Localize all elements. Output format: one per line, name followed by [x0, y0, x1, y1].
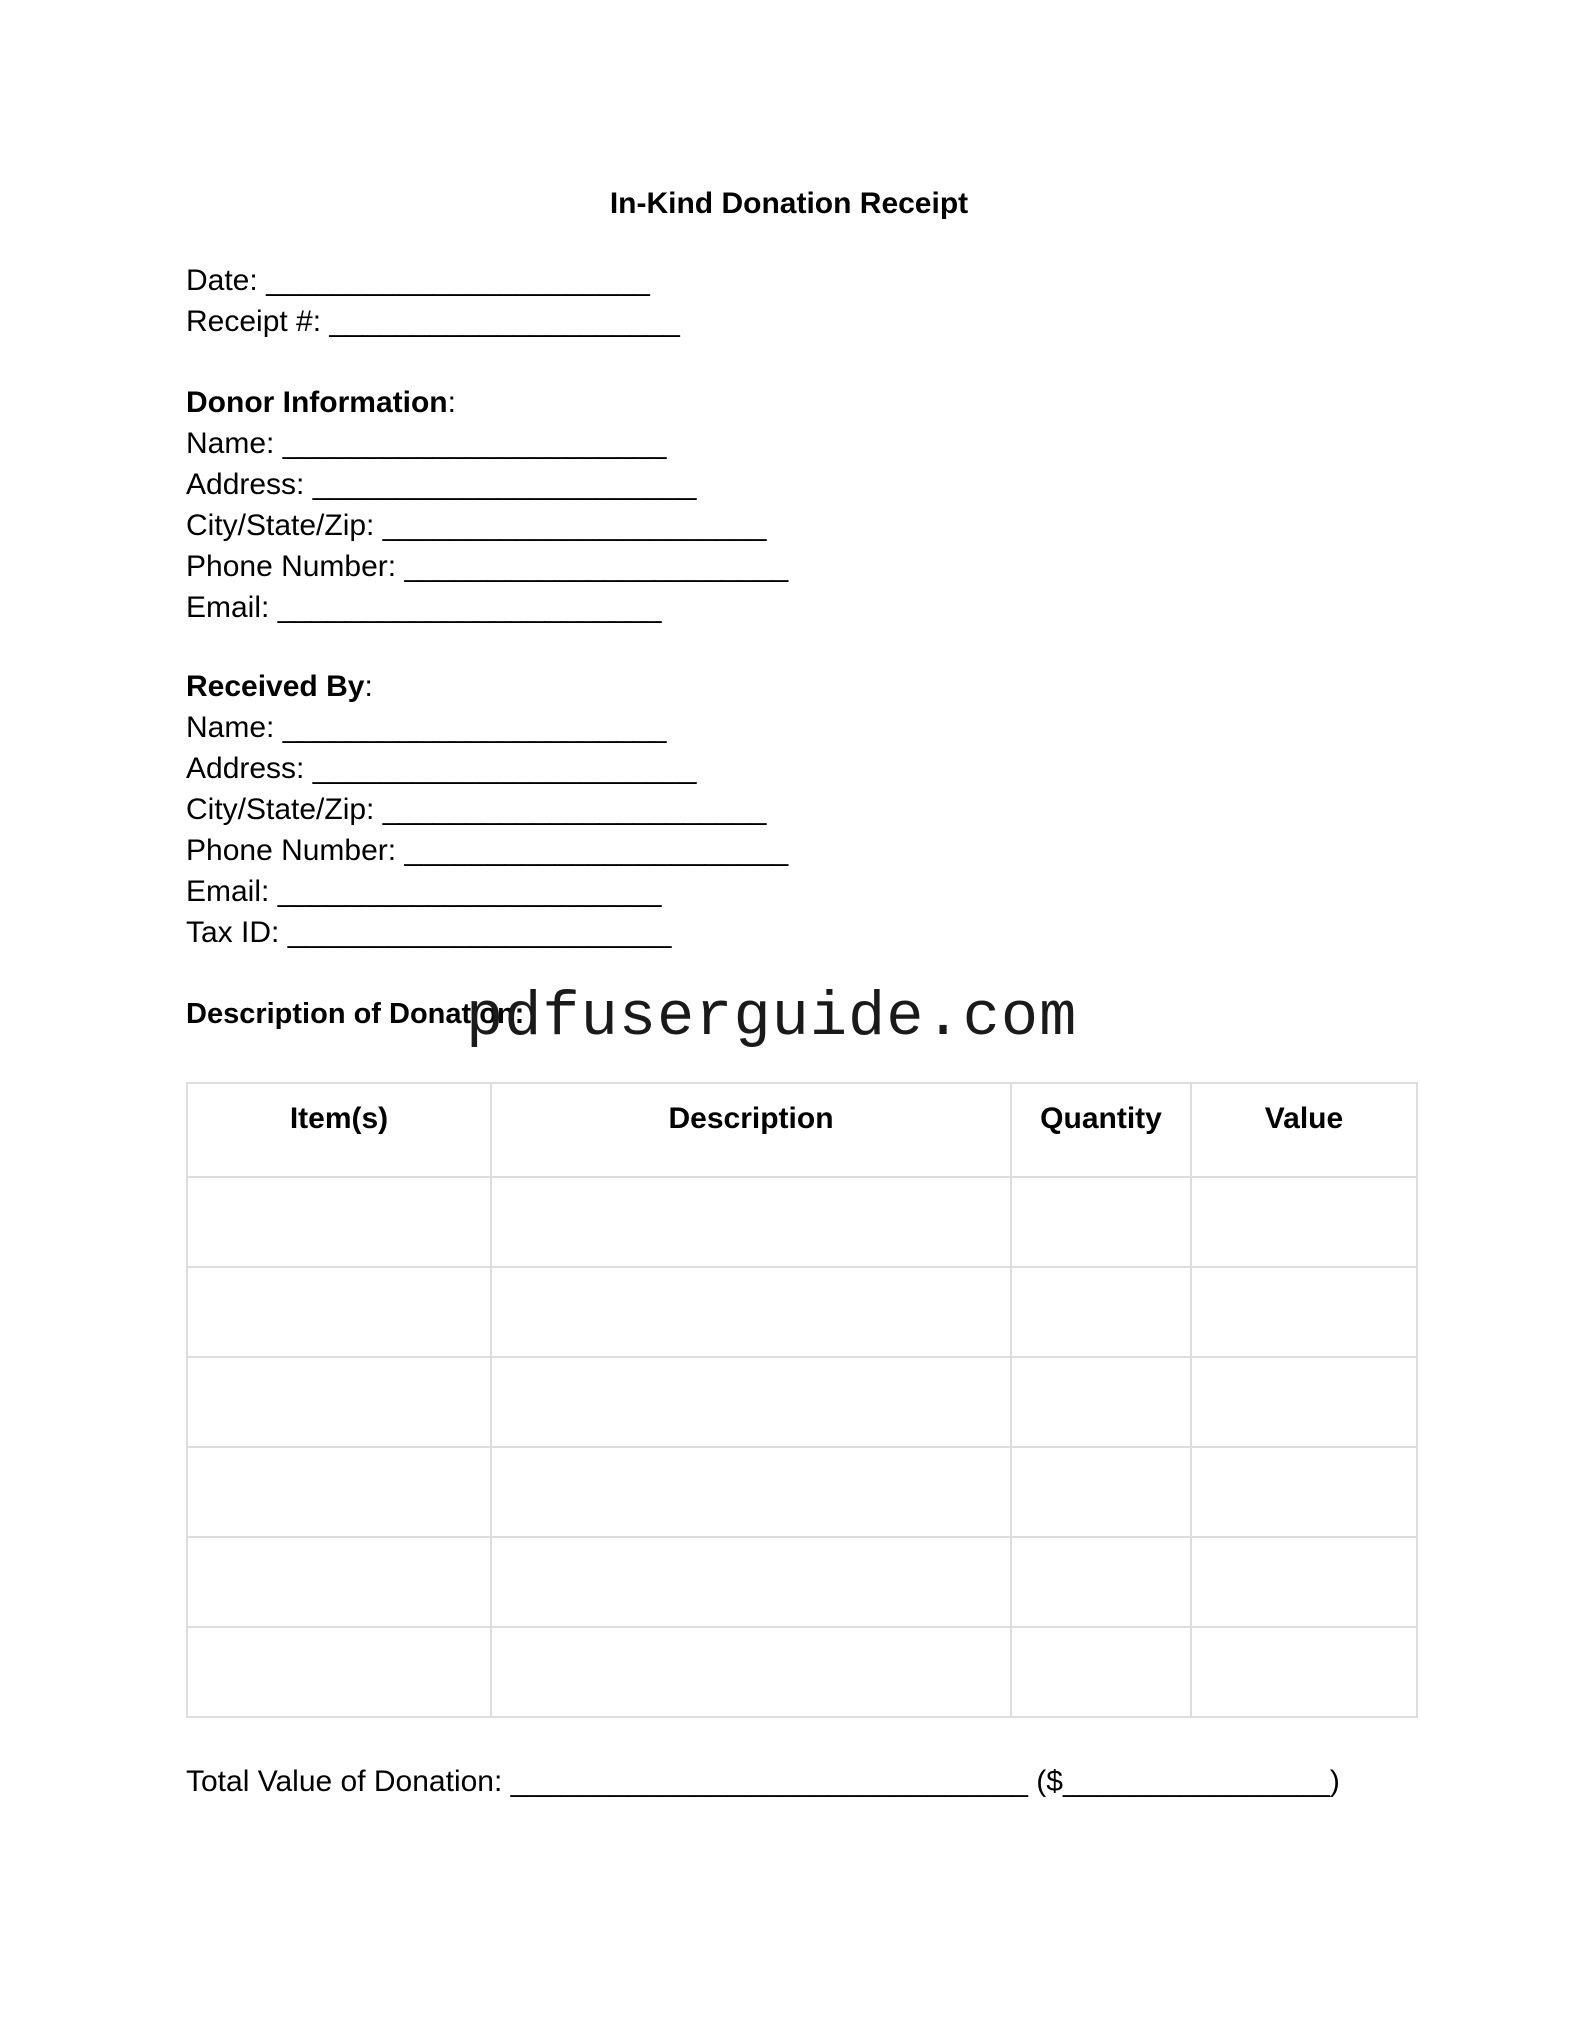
donor-address-label: Address:: [186, 468, 305, 501]
column-header-items: Item(s): [187, 1083, 491, 1177]
donor-email-field[interactable]: [186, 587, 788, 628]
table-row: [187, 1627, 1417, 1717]
description-cell[interactable]: [491, 1537, 1011, 1627]
table-row: [187, 1267, 1417, 1357]
page-title: In-Kind Donation Receipt: [609, 187, 969, 220]
recipient-address-blank[interactable]: _______________________: [312, 752, 697, 785]
receipt-number-blank[interactable]: _____________________: [329, 305, 680, 338]
table-row: [187, 1537, 1417, 1627]
donor-heading: Donor Information:: [186, 386, 456, 419]
recipient-phone-label: Phone Number:: [186, 834, 397, 867]
recipient-city-state-zip-label: City/State/Zip:: [186, 793, 375, 826]
table-row: [187, 1357, 1417, 1447]
recipient-tax-id-label: Tax ID:: [186, 916, 280, 949]
table-row: [187, 1447, 1417, 1537]
table-row: [187, 1177, 1417, 1267]
donor-phone-label: Phone Number:: [186, 550, 397, 583]
date-label: Date:: [186, 264, 258, 297]
donor-email-blank[interactable]: _______________________: [277, 591, 662, 624]
item-cell[interactable]: [187, 1537, 491, 1627]
recipient-name-label: Name:: [186, 711, 275, 744]
quantity-cell[interactable]: [1011, 1447, 1191, 1537]
recipient-email-field[interactable]: [186, 871, 788, 912]
recipient-name-field[interactable]: [186, 707, 788, 748]
total-currency-close: ): [1329, 1765, 1340, 1798]
received-by-section: [186, 666, 788, 953]
total-value-blank[interactable]: _______________________________: [510, 1765, 1028, 1798]
description-cell[interactable]: [491, 1357, 1011, 1447]
donor-address-field[interactable]: [186, 464, 788, 505]
donor-section: [186, 382, 788, 628]
donor-name-field[interactable]: [186, 423, 788, 464]
value-cell[interactable]: [1191, 1177, 1417, 1267]
description-cell[interactable]: [491, 1267, 1011, 1357]
recipient-address-field[interactable]: [186, 748, 788, 789]
donor-city-state-zip-label: City/State/Zip:: [186, 509, 375, 542]
total-currency-blank[interactable]: ________________: [1062, 1765, 1330, 1798]
donor-city-state-zip-field[interactable]: [186, 505, 788, 546]
donor-email-label: Email:: [186, 591, 270, 624]
recipient-tax-id-blank[interactable]: _______________________: [287, 916, 672, 949]
received-by-heading: Received By:: [186, 670, 373, 703]
value-cell[interactable]: [1191, 1267, 1417, 1357]
donor-city-state-zip-blank[interactable]: _______________________: [382, 509, 767, 542]
item-cell[interactable]: [187, 1447, 491, 1537]
recipient-tax-id-field[interactable]: [186, 912, 788, 953]
recipient-phone-field[interactable]: [186, 830, 788, 871]
total-currency-open: ($: [1036, 1765, 1063, 1798]
quantity-cell[interactable]: [1011, 1267, 1191, 1357]
description-cell[interactable]: [491, 1177, 1011, 1267]
watermark: pdfuserguide.com: [466, 982, 1078, 1053]
recipient-email-label: Email:: [186, 875, 270, 908]
quantity-cell[interactable]: [1011, 1357, 1191, 1447]
quantity-cell[interactable]: [1011, 1627, 1191, 1717]
donor-phone-blank[interactable]: _______________________: [404, 550, 789, 583]
header-fields: [186, 260, 680, 342]
donation-table: [186, 1082, 1418, 1718]
column-header-quantity: Quantity: [1011, 1083, 1191, 1177]
recipient-email-blank[interactable]: _______________________: [277, 875, 662, 908]
receipt-number-label: Receipt #:: [186, 305, 322, 338]
recipient-city-state-zip-field[interactable]: [186, 789, 788, 830]
value-cell[interactable]: [1191, 1537, 1417, 1627]
description-cell[interactable]: [491, 1627, 1011, 1717]
description-cell[interactable]: [491, 1447, 1011, 1537]
donation-heading: Description of Donation:: [186, 998, 525, 1030]
column-header-description: Description: [491, 1083, 1011, 1177]
total-value-label: Total Value of Donation:: [186, 1765, 503, 1798]
donor-name-blank[interactable]: _______________________: [282, 427, 667, 460]
donor-phone-field[interactable]: [186, 546, 788, 587]
table-header-row: [187, 1083, 1417, 1177]
item-cell[interactable]: [187, 1357, 491, 1447]
date-field[interactable]: [186, 260, 680, 301]
quantity-cell[interactable]: [1011, 1177, 1191, 1267]
recipient-address-label: Address:: [186, 752, 305, 785]
date-blank[interactable]: _______________________: [266, 264, 650, 297]
item-cell[interactable]: [187, 1177, 491, 1267]
item-cell[interactable]: [187, 1267, 491, 1357]
donor-name-label: Name:: [186, 427, 275, 460]
donor-address-blank[interactable]: _______________________: [312, 468, 697, 501]
value-cell[interactable]: [1191, 1357, 1417, 1447]
recipient-city-state-zip-blank[interactable]: _______________________: [382, 793, 767, 826]
recipient-phone-blank[interactable]: _______________________: [404, 834, 789, 867]
value-cell[interactable]: [1191, 1447, 1417, 1537]
receipt-number-field[interactable]: [186, 301, 680, 342]
quantity-cell[interactable]: [1011, 1537, 1191, 1627]
total-value-field[interactable]: [186, 1762, 1340, 1802]
recipient-name-blank[interactable]: _______________________: [282, 711, 667, 744]
column-header-value: Value: [1191, 1083, 1417, 1177]
item-cell[interactable]: [187, 1627, 491, 1717]
value-cell[interactable]: [1191, 1627, 1417, 1717]
